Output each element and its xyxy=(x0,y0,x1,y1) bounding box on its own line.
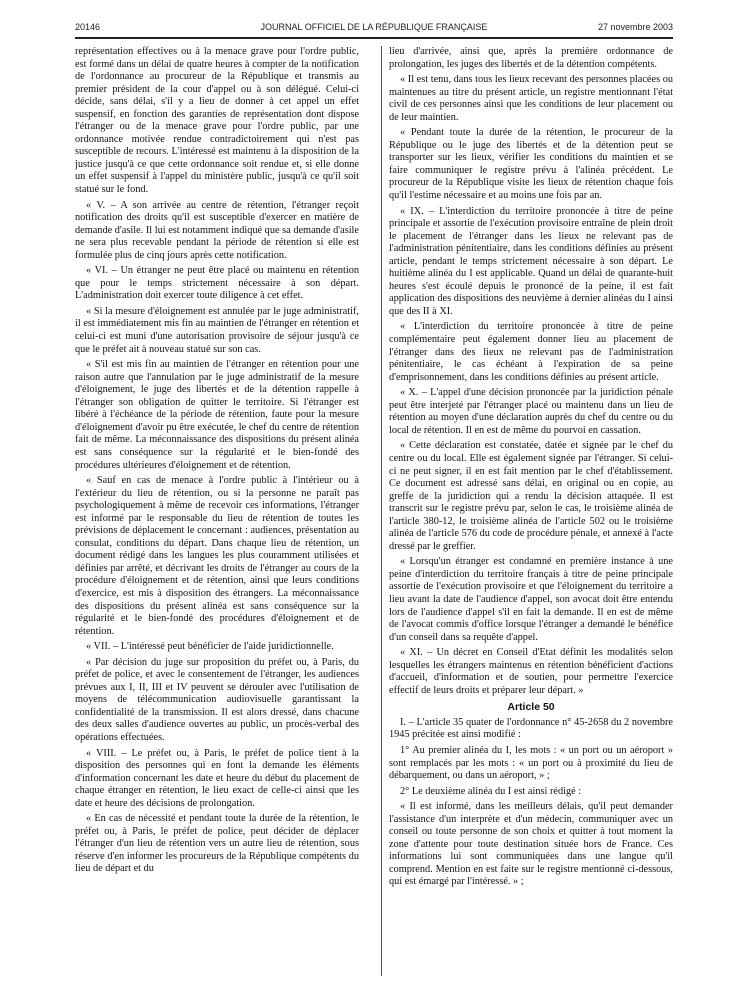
paragraph: « X. – L'appel d'une décision prononcée par la juridiction pénale peut être interjeté par l'étranger placé ou maintenu dans un lieu de rétention au moyen d'une déclaration auprès du chef du centre ou du local de rétention. Il en est de même du pourvoi en cassation. xyxy=(389,387,673,436)
left-column xyxy=(75,46,359,976)
paragraph: représentation effectives ou à la menace grave pour l'ordre public, est formé dans un délai de quatre heures à compter de la notification de l'ordonnance au procureur de la République et transmis au premier président de la cour d'appel ou à son délégué. Celui-ci décide, sans délai, s'il y a lieu de donner à cet appel un effet suspensif, en fonction des garanties de représentation dont dispose l'étranger ou de la menace grave pour l'ordre public, par une ordonnance motivée rendue contradictoirement qui n'est pas susceptible de recours. L'intéressé est maintenu à la disposition de la justice jusqu'à ce que cette ordonnance soit rendue et, si elle donne un effet suspensif à l'appel du ministère public, jusqu'à ce qu'il soit statué sur le fond. xyxy=(75,46,359,196)
paragraph: « Sauf en cas de menace à l'ordre public à l'intérieur ou à l'extérieur du lieu de rétention, ou si la personne ne paraît pas psychologiquement à même de recevoir ces informations, l'étranger est informé par le responsable du lieu de rétention de toutes les prévisions de déplacement le concernant : audiences, présentation au consulat, conditions du départ. Dans chaque lieu de rétention, un document rédigé dans les langues les plus couramment utilisées et définies par arrêté, et décrivant les droits de l'étranger au cours de la procédure d'éloignement et de rétention, ainsi que leurs conditions d'exercice, est mis à disposition des étrangers. La méconnaissance des dispositions du présent alinéa est sans conséquence sur la régularité et le bien-fondé des procédures d'éloignement et de rétention. xyxy=(75,475,359,637)
paragraph: « Si la mesure d'éloignement est annulée par le juge administratif, il est immédiatement mis fin au maintien de l'étranger en rétention et celui-ci est muni d'une autorisation provisoire de séjour jusqu'à ce que le préfet ait à nouveau statué sur son cas. xyxy=(75,305,359,355)
paragraph: « En cas de nécessité et pendant toute la durée de la rétention, le préfet ou, à Paris, le préfet de police, peut décider de déplacer l'étranger d'un lieu de rétention vers un autre lieu de rétention, sous réserve d'en informer les procureurs de la République compétents du lieu de départ et du xyxy=(75,813,359,875)
page-header xyxy=(75,22,673,36)
page-number: 20146 xyxy=(75,22,101,32)
paragraph: « Par décision du juge sur proposition du préfet ou, à Paris, du préfet de police, et avec le consentement de l'étranger, les audiences prévues aux I, II, III et IV peuvent se dérouler avec l'utilisation de moyens de télécommunication audiovisuelle garantissant la confidentialité de la transmission. Il est alors dressé, dans chacune des deux salles d'audience ouvertes au public, un procès-verbal des opérations effectuées. xyxy=(75,656,359,743)
paragraph: « Lorsqu'un étranger est condamné en première instance à une peine d'interdiction du territoire français à titre de peine principale assortie de l'exécution provisoire et que l'éloignement du territoire a lieu avant la date de l'audience d'appel, son avocat doit être entendu lors de l'audience d'appel s'il en fait la demande. Il en est de même de l'avocat commis d'office lorsque l'étranger a demandé le bénéfice d'un conseil dans sa requête d'appel. xyxy=(389,556,673,643)
paragraph: « Il est informé, dans les meilleurs délais, qu'il peut demander l'assistance d'un interprète et d'un médecin, communiquer avec un conseil ou toute personne de son choix et quitter à tout moment la zone d'attente pour toute destination située hors de France. Ces informations lui sont communiquées dans une langue qu'il comprend. Mention en est faite sur le registre mentionné ci-dessous, qui est émargé par l'intéressé. » ; xyxy=(389,801,673,888)
article-heading: Article 50 xyxy=(507,701,555,714)
paragraph: « Cette déclaration est constatée, datée et signée par le chef du centre ou du local. Elle est également signée par l'étranger. Si celui-ci ne peut signer, il en est fait mention par le chef d'établissement. Ce document est adressé sans délai, en original ou en copie, au greffe de la juridiction qui a rendu la décision attaquée. Il est transcrit sur le registre prévu par, selon le cas, le troisième alinéa de l'article 380-12, le troisième alinéa de l'article 502 ou le troisième alinéa de l'article 576 du code de procédure pénale, et annexé à l'acte dressé par le greffier. xyxy=(389,440,673,552)
paragraph: « Pendant toute la durée de la rétention, le procureur de la République ou le juge des libertés et de la détention peut se transporter sur les lieux, vérifier les conditions du maintien et se faire communiquer le registre prévu à l'alinéa précédent. Le procureur de la République visite les lieux de rétention chaque fois qu'il l'estime nécessaire et au moins une fois par an. xyxy=(389,127,673,202)
journal-title: JOURNAL OFFICIEL DE LA RÉPUBLIQUE FRANÇAISE xyxy=(260,22,488,32)
paragraph: I. – L'article 35 quater de l'ordonnance n° 45-2658 du 2 novembre 1945 précitée est ainsi modifié : xyxy=(389,716,673,741)
paragraph: « XI. – Un décret en Conseil d'Etat définit les modalités selon lesquelles les étrangers maintenus en rétention bénéficient d'actions d'accueil, d'information et de soutien, pour permettre l'exercice effectif de leurs droits et préparer leur départ. » xyxy=(389,647,673,696)
paragraph: « VIII. – Le préfet ou, à Paris, le préfet de police tient à la disposition des personnes qui en font la demande les éléments d'information concernant les date et heure du début du placement de chaque étranger en rétention, le lieu exact de celle-ci ainsi que les date et heure des décisions de prolongation. xyxy=(75,747,359,809)
paragraph: « Il est tenu, dans tous les lieux recevant des personnes placées ou maintenues au titre du présent article, un registre mentionnant l'état civil de ces personnes ainsi que les conditions de leur placement ou de leur maintien. xyxy=(389,74,673,123)
paragraph: « VII. – L'intéressé peut bénéficier de l'aide juridictionnelle. xyxy=(86,641,334,653)
paragraph: « V. – A son arrivée au centre de rétention, l'étranger reçoit notification des droits qu'il est susceptible d'exercer en matière de demande d'asile. Il lui est notamment indiqué que sa demande d'asile ne sera plus recevable pendant la période de rétention si elle est formulée plus de cinq jours après cette notification. xyxy=(75,199,359,261)
header-rule xyxy=(75,37,673,39)
paragraph: lieu d'arrivée, ainsi que, après la première ordonnance de prolongation, les juges des libertés et de la détention compétents. xyxy=(389,46,673,70)
publication-date: 27 novembre 2003 xyxy=(597,22,673,32)
paragraph: « S'il est mis fin au maintien de l'étranger en rétention pour une raison autre que l'annulation par le juge administratif de la mesure d'éloignement, le juge des libertés et de la détention rappelle à l'étranger son obligation de quitter le territoire. Si l'étranger est libéré à l'échéance de la période de rétention, faute pour la mesure d'éloignement d'avoir pu être exécutée, le chef du centre de rétention fait de même. La méconnaissance des dispositions du présent alinéa est sans conséquence sur la régularité et le bien-fondé des procédures ultérieures d'éloignement et de rétention. xyxy=(75,359,359,471)
right-column xyxy=(389,46,673,976)
paragraph: 2° Le deuxième alinéa du I est ainsi rédigé : xyxy=(400,785,582,797)
paragraph: « IX. – L'interdiction du territoire prononcée à titre de peine principale et assortie de l'exécution provisoire entraîne de plein droit le placement de l'étranger dans les lieux ne relevant pas de l'administration pénitentiaire, dans les conditions définies au présent article, pendant le temps strictement nécessaire à son départ. Le huitième alinéa du I est applicable. Quand un délai de quarante-huit heures s'est écoulé depuis le prononcé de la peine, il est fait application des dispositions des neuvième à dernier alinéas du I ainsi que des II à XI. xyxy=(389,205,673,317)
paragraph: « L'interdiction du territoire prononcée à titre de peine complémentaire peut également donner lieu au placement de l'étranger dans des lieux ne relevant pas de l'administration pénitentiaire, le cas échéant à l'expiration de sa peine d'emprisonnement, dans les conditions définies au présent article. xyxy=(389,321,673,383)
paragraph: 1° Au premier alinéa du I, les mots : « un port ou un aéroport » sont remplacés par les mots : « un port ou à proximité du lieu de débarquement, ou dans un aéroport, » ; xyxy=(389,744,673,782)
paragraph: « VI. – Un étranger ne peut être placé ou maintenu en rétention que pour le temps strictement nécessaire à son départ. L'administration doit exercer toute diligence à cet effet. xyxy=(75,265,359,302)
column-separator xyxy=(381,46,382,976)
